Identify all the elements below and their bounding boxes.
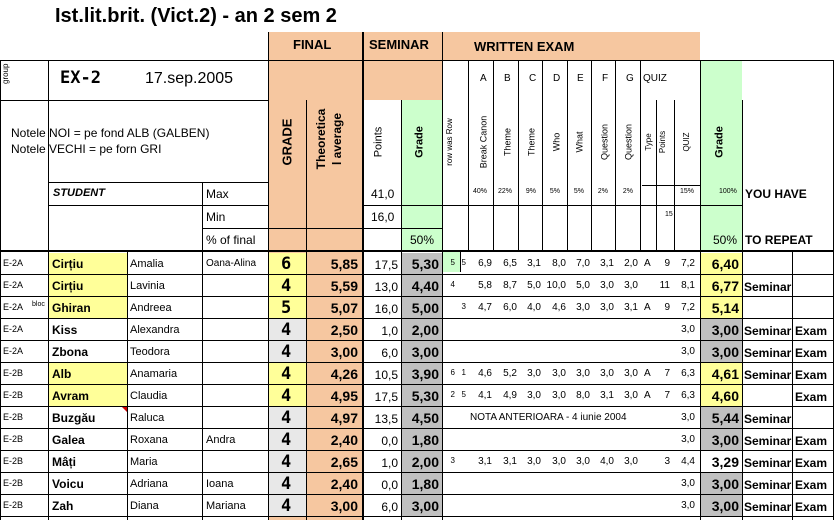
break-canon-header: Break Canon xyxy=(478,115,489,169)
seminar-grade: 3,90 xyxy=(411,366,439,382)
repeat-exam: Exam xyxy=(795,324,828,338)
theoretical-average: 5,07 xyxy=(330,300,358,316)
written-cell: 7 xyxy=(664,390,670,401)
grid-hline xyxy=(0,516,834,517)
final-grade: 3,00 xyxy=(711,322,739,338)
student-first-name: Diana xyxy=(130,500,159,512)
written-cell: 2 xyxy=(450,390,455,399)
grid-hline xyxy=(700,60,834,61)
seminar-points: 6,0 xyxy=(381,346,398,360)
student-last-name: Alb xyxy=(52,367,72,381)
final-grade-value: 4 xyxy=(281,496,292,516)
written-cell: 3,0 xyxy=(624,390,638,401)
grid-hline xyxy=(442,60,700,61)
group-cell: E-2A xyxy=(3,280,24,290)
theoretical-average: 4,26 xyxy=(330,366,358,382)
grid-hline xyxy=(0,274,834,275)
written-percent-2: 9% xyxy=(525,188,536,195)
letter-c: C xyxy=(529,73,537,84)
written-cell: 9 xyxy=(664,302,670,313)
written-cell: 3,0 xyxy=(576,456,590,467)
grid-hline xyxy=(362,205,442,206)
seminar-grade: 1,80 xyxy=(411,476,439,492)
written-cell: 7,2 xyxy=(681,258,695,269)
group-cell: E-2B xyxy=(3,412,24,422)
student-first-name: Alexandra xyxy=(130,324,180,336)
previous-grade-note: NOTA ANTERIOARA - 4 iunie 2004 xyxy=(470,412,627,423)
written-cell: 3,0 xyxy=(681,346,695,357)
written-cell: 1 xyxy=(461,368,466,377)
written-cell: 3,0 xyxy=(576,302,590,313)
grid-hline xyxy=(0,472,834,473)
seminar-points: 1,0 xyxy=(381,456,398,470)
written-cell: 3,0 xyxy=(576,368,590,379)
letter-e: E xyxy=(577,73,584,84)
written-cell: 4,0 xyxy=(600,456,614,467)
written-cell: 3,1 xyxy=(624,302,638,313)
exam-date: 17.sep.2005 xyxy=(145,70,234,87)
seminar-grade: 1,80 xyxy=(411,432,439,448)
final-grade-value: 4 xyxy=(281,342,292,362)
student-last-name: Buzgău xyxy=(52,411,96,425)
grid-hline xyxy=(0,428,834,429)
written-cell: 9 xyxy=(664,258,670,269)
seminar-grade: 2,00 xyxy=(411,454,439,470)
final-grade: 3,00 xyxy=(711,344,739,360)
final-grade-value: 4 xyxy=(281,452,292,472)
student-last-name: Voicu xyxy=(52,477,84,491)
grade-header: GRADE xyxy=(279,118,295,166)
student-last-name: Mâți xyxy=(52,455,76,469)
min-label: Min xyxy=(206,210,226,224)
group-cell: E-2A xyxy=(3,302,24,312)
seminar-grade: 5,00 xyxy=(411,300,439,316)
seminar-points: 10,5 xyxy=(374,368,398,382)
written-cell: 3,0 xyxy=(624,368,638,379)
final-grade: 3,29 xyxy=(711,454,739,470)
grid-vline xyxy=(202,182,203,520)
written-cell: 7,0 xyxy=(576,258,590,269)
student-third-name: Ioana xyxy=(206,478,234,490)
group-cell: E-2B xyxy=(3,478,24,488)
student-last-name: Cirțiu xyxy=(52,279,84,293)
final-grade-value: 4 xyxy=(281,320,292,340)
student-first-name: Roxana xyxy=(130,434,168,446)
theoretical-average: 3,00 xyxy=(330,344,358,360)
points-header: Points xyxy=(372,126,385,158)
student-first-name: Adriana xyxy=(130,478,168,490)
grid-vline xyxy=(542,60,543,250)
written-cell: 6,5 xyxy=(503,258,517,269)
written-cell: A xyxy=(644,368,651,379)
repeat-seminar: Seminar xyxy=(744,412,792,426)
written-cell: 4,6 xyxy=(552,302,566,313)
pct-label: % of final xyxy=(206,233,256,247)
grid-hline xyxy=(0,494,834,495)
seminar-grade: 5,30 xyxy=(411,388,439,404)
written-cell: 6 xyxy=(450,368,455,377)
final-grade-value: 6 xyxy=(281,254,292,274)
written-cell: 3 xyxy=(450,456,455,465)
group-label: group xyxy=(1,63,10,84)
final-grade: 4,61 xyxy=(711,366,739,382)
final-grade-value: 4 xyxy=(281,276,292,296)
group-cell: E-2A xyxy=(3,346,24,356)
written-cell: 6,3 xyxy=(681,390,695,401)
to-repeat-label: TO REPEAT xyxy=(745,233,813,247)
seminar-max: 41,0 xyxy=(371,187,395,201)
repeat-seminar: Seminar xyxy=(744,478,792,492)
you-have-label: YOU HAVE xyxy=(745,187,807,201)
question1-header: Question xyxy=(599,123,610,161)
written-percent-6: 2% xyxy=(622,188,633,195)
written-cell: A xyxy=(644,258,651,269)
letter-g: G xyxy=(626,73,634,84)
written-cell: 4,6 xyxy=(478,368,492,379)
written-cell: 7 xyxy=(664,368,670,379)
seminar-grade: 3,00 xyxy=(411,344,439,360)
grid-hline xyxy=(642,185,700,186)
student-first-name: Andreea xyxy=(130,302,172,314)
written-cell: 3,0 xyxy=(600,280,614,291)
group-cell: E-2B xyxy=(3,456,24,466)
seminar-points: 13,5 xyxy=(374,412,398,426)
theoretical-average: 4,97 xyxy=(330,410,358,426)
question2-header: Question xyxy=(623,123,634,161)
student-first-name: Teodora xyxy=(130,346,170,358)
grid-hline xyxy=(0,340,834,341)
letter-quiz: QUIZ xyxy=(643,73,667,84)
repeat-exam: Exam xyxy=(795,434,828,448)
grid-hline xyxy=(0,362,834,363)
seminar-grade: 3,00 xyxy=(411,498,439,514)
seminar-pct: 50% xyxy=(410,233,435,247)
grid-vline xyxy=(401,100,402,520)
row-was-header: row was Row xyxy=(445,118,454,166)
written-cell: 8,1 xyxy=(681,280,695,291)
written-cell: A xyxy=(644,302,651,313)
written-percent-1: 22% xyxy=(497,188,512,195)
written-cell: 8,0 xyxy=(576,390,590,401)
written-cell: 5,0 xyxy=(527,280,541,291)
written-cell: 3,1 xyxy=(527,258,541,269)
repeat-seminar: Seminar xyxy=(744,324,792,338)
written-cell: 4,1 xyxy=(478,390,492,401)
written-percent-7: 15% xyxy=(679,188,694,195)
written-cell: 3,0 xyxy=(681,412,695,423)
grid-hline xyxy=(0,100,268,101)
student-first-name: Maria xyxy=(130,456,158,468)
written-cell: 4 xyxy=(450,280,455,289)
student-last-name: Cirțiu xyxy=(52,257,84,271)
student-last-name: Kiss xyxy=(52,323,78,337)
final-grade: 3,00 xyxy=(711,432,739,448)
final-grade: 6,77 xyxy=(711,278,739,294)
written-percent-5: 2% xyxy=(597,188,608,195)
written-cell: 3,0 xyxy=(552,390,566,401)
quiz-header: QUIZ xyxy=(682,132,691,152)
seminar-grade-header: Grade xyxy=(413,126,426,158)
student-first-name: Raluca xyxy=(130,412,165,424)
repeat-seminar: Seminar xyxy=(744,280,792,294)
written-percent-0: 40% xyxy=(472,188,487,195)
student-first-name: Claudia xyxy=(130,390,168,402)
final-grade-value: 4 xyxy=(281,364,292,384)
grid-vline xyxy=(591,60,592,250)
written-cell: 4,4 xyxy=(681,456,695,467)
final-grade-value: 4 xyxy=(281,430,292,450)
group-cell: E-2B xyxy=(3,434,24,444)
theoretical-average: 3,00 xyxy=(330,498,358,514)
student-last-name: Zah xyxy=(52,499,74,513)
written-cell: 4,9 xyxy=(503,390,517,401)
theoretical-average: 2,40 xyxy=(330,432,358,448)
exam-label: EX-2 xyxy=(60,68,101,88)
grid-vline xyxy=(742,100,743,520)
group-extra: bloc xyxy=(32,301,45,308)
final-grade: 3,00 xyxy=(711,476,739,492)
grid-hline xyxy=(0,450,834,451)
points2-header: Points xyxy=(658,130,667,154)
final-label: FINAL xyxy=(293,37,332,52)
letter-d: D xyxy=(553,73,561,84)
thick-divider xyxy=(362,32,364,520)
page-title: Ist.lit.brit. (Vict.2) - an 2 sem 2 xyxy=(55,5,337,27)
written-cell: 3,0 xyxy=(600,368,614,379)
written-cell: 8,0 xyxy=(552,258,566,269)
written-cell: 5 xyxy=(461,258,466,267)
written-cell: 3,0 xyxy=(681,434,695,445)
written-cell: 7,2 xyxy=(681,302,695,313)
grid-vline xyxy=(792,250,793,520)
what-header: What xyxy=(574,131,585,153)
theoretical-average: 5,85 xyxy=(330,256,358,272)
repeat-seminar: Seminar xyxy=(744,368,792,382)
group-cell: E-2B xyxy=(3,368,24,378)
final-grade: 5,44 xyxy=(711,410,739,426)
grid-vline xyxy=(656,100,657,250)
final-pct-top: 100% xyxy=(719,188,737,195)
written-cell: 4,7 xyxy=(478,302,492,313)
grid-hline xyxy=(442,205,700,206)
written-cell: 3,1 xyxy=(503,456,517,467)
final-grade: 3,00 xyxy=(711,498,739,514)
grid-vline xyxy=(442,32,443,520)
theoretical-average: 2,40 xyxy=(330,476,358,492)
seminar-points: 16,0 xyxy=(374,302,398,316)
grid-hline xyxy=(0,406,834,407)
final-grade: 4,60 xyxy=(711,388,739,404)
student-label: STUDENT xyxy=(53,187,105,199)
min-points: 15 xyxy=(665,211,673,218)
grid-vline xyxy=(674,100,675,250)
written-cell: 3,0 xyxy=(552,456,566,467)
theoretical-header: Theoretica l average xyxy=(314,108,344,170)
header-bottom xyxy=(0,250,834,252)
final-grade-value: 4 xyxy=(281,386,292,406)
written-cell: A xyxy=(644,390,651,401)
written-cell: 3,0 xyxy=(527,390,541,401)
group-cell: E-2A xyxy=(3,258,24,268)
theoretical-average: 2,65 xyxy=(330,454,358,470)
student-first-name: Amalia xyxy=(130,258,164,270)
written-cell: 3,0 xyxy=(624,456,638,467)
grid-vline xyxy=(48,60,49,520)
written-cell: 3,1 xyxy=(478,456,492,467)
letter-f: F xyxy=(602,73,609,84)
seminar-grade: 4,40 xyxy=(411,278,439,294)
seminar-points: 0,0 xyxy=(381,434,398,448)
grid-hline xyxy=(0,296,834,297)
seminar-points: 1,0 xyxy=(381,324,398,338)
repeat-exam: Exam xyxy=(795,390,828,404)
grid-vline xyxy=(306,100,307,520)
grid-hline xyxy=(49,205,268,206)
who-header: Who xyxy=(551,132,562,152)
student-last-name: Avram xyxy=(52,389,89,403)
written-cell: 3,0 xyxy=(681,324,695,335)
written-cell: 6,9 xyxy=(478,258,492,269)
written-cell: 3,0 xyxy=(552,368,566,379)
grid-vline xyxy=(518,60,519,250)
written-cell: 4,0 xyxy=(527,302,541,313)
written-cell: 3,0 xyxy=(624,280,638,291)
student-last-name: Galea xyxy=(52,433,85,447)
type-header: Type xyxy=(644,133,653,151)
student-third-name: Oana-Alina xyxy=(206,258,257,269)
grid-vline xyxy=(493,60,494,250)
seminar-grade: 2,00 xyxy=(411,322,439,338)
written-cell: 6,0 xyxy=(503,302,517,313)
repeat-seminar: Seminar xyxy=(744,434,792,448)
seminar-points: 17,5 xyxy=(374,258,398,272)
grid-vline xyxy=(615,60,616,250)
group-cell: E-2A xyxy=(3,324,24,334)
final-grade: 5,14 xyxy=(711,300,739,316)
final-grade: 6,40 xyxy=(711,256,739,272)
written-cell: 2,0 xyxy=(624,258,638,269)
final-grade-header: Grade xyxy=(713,126,726,158)
seminar-points: 17,5 xyxy=(374,390,398,404)
max-label: Max xyxy=(206,187,229,201)
repeat-exam: Exam xyxy=(795,500,828,514)
grid-vline xyxy=(127,250,128,520)
written-cell: 10,0 xyxy=(546,280,566,291)
grid-hline xyxy=(700,205,742,206)
seminar-points: 13,0 xyxy=(374,280,398,294)
seminar-label: SEMINAR xyxy=(369,37,429,52)
repeat-seminar: Seminar xyxy=(744,456,792,470)
written-cell: 6,3 xyxy=(681,368,695,379)
note-old: Notele VECHI = pe forn GRI xyxy=(11,142,162,156)
grid-vline xyxy=(0,60,1,520)
theme1-header: Theme xyxy=(502,127,513,157)
repeat-exam: Exam xyxy=(795,478,828,492)
student-first-name: Lavinia xyxy=(130,280,165,292)
seminar-points: 6,0 xyxy=(381,500,398,514)
final-grade-value: 4 xyxy=(281,408,292,428)
written-cell: 3,0 xyxy=(600,302,614,313)
grid-hline xyxy=(49,182,268,183)
written-cell: 3,0 xyxy=(681,478,695,489)
note-new: Notele NOI = pe fond ALB (GALBEN) xyxy=(11,126,210,140)
theme2-header: Theme xyxy=(526,127,537,157)
written-cell: 5,2 xyxy=(503,368,517,379)
group-cell: E-2B xyxy=(3,390,24,400)
written-cell: 3,0 xyxy=(681,500,695,511)
seminar-points: 0,0 xyxy=(381,478,398,492)
written-cell: 3 xyxy=(461,302,466,311)
letter-a: A xyxy=(480,73,487,84)
seminar-min: 16,0 xyxy=(371,210,395,224)
written-exam-label: WRITTEN EXAM xyxy=(474,39,575,54)
student-third-name: Mariana xyxy=(206,500,246,512)
written-cell: 3,1 xyxy=(600,258,614,269)
written-cell: 8,7 xyxy=(503,280,517,291)
seminar-grade: 5,30 xyxy=(411,256,439,272)
repeat-exam: Exam xyxy=(795,456,828,470)
grid-hline xyxy=(0,318,834,319)
final-pct: 50% xyxy=(713,233,738,247)
grid-hline xyxy=(202,228,362,229)
written-cell: 5 xyxy=(461,390,466,399)
student-first-name: Anamaria xyxy=(130,368,178,380)
theoretical-average: 4,95 xyxy=(330,388,358,404)
student-third-name: Andra xyxy=(206,434,236,446)
grid-vline xyxy=(567,60,568,250)
student-last-name: Ghiran xyxy=(52,301,91,315)
grid-vline xyxy=(640,60,641,250)
theoretical-average: 5,59 xyxy=(330,278,358,294)
grid-vline xyxy=(700,60,701,520)
written-cell: 3 xyxy=(664,456,670,467)
final-grade-value: 4 xyxy=(281,474,292,494)
repeat-seminar: Seminar xyxy=(744,500,792,514)
seminar-grade: 4,50 xyxy=(411,410,439,426)
written-cell: 11 xyxy=(659,280,670,291)
theoretical-average: 2,50 xyxy=(330,322,358,338)
grid-vline xyxy=(268,32,269,520)
written-cell: 3,0 xyxy=(527,368,541,379)
final-grade-value: 5 xyxy=(281,298,292,318)
written-cell: 5,0 xyxy=(576,280,590,291)
written-cell: 3,0 xyxy=(527,456,541,467)
grid-vline xyxy=(460,250,461,272)
grid-vline xyxy=(468,60,469,250)
repeat-seminar: Seminar xyxy=(744,346,792,360)
grid-hline xyxy=(0,384,834,385)
group-cell: E-2B xyxy=(3,500,24,510)
written-cell: 3,1 xyxy=(600,390,614,401)
grid-hline xyxy=(362,228,442,229)
written-cell: 5 xyxy=(450,258,455,267)
written-percent-3: 5% xyxy=(549,188,560,195)
repeat-exam: Exam xyxy=(795,368,828,382)
written-cell: 5,8 xyxy=(478,280,492,291)
repeat-exam: Exam xyxy=(795,346,828,360)
student-last-name: Zbona xyxy=(52,345,88,359)
letter-b: B xyxy=(504,73,511,84)
written-percent-4: 5% xyxy=(573,188,584,195)
